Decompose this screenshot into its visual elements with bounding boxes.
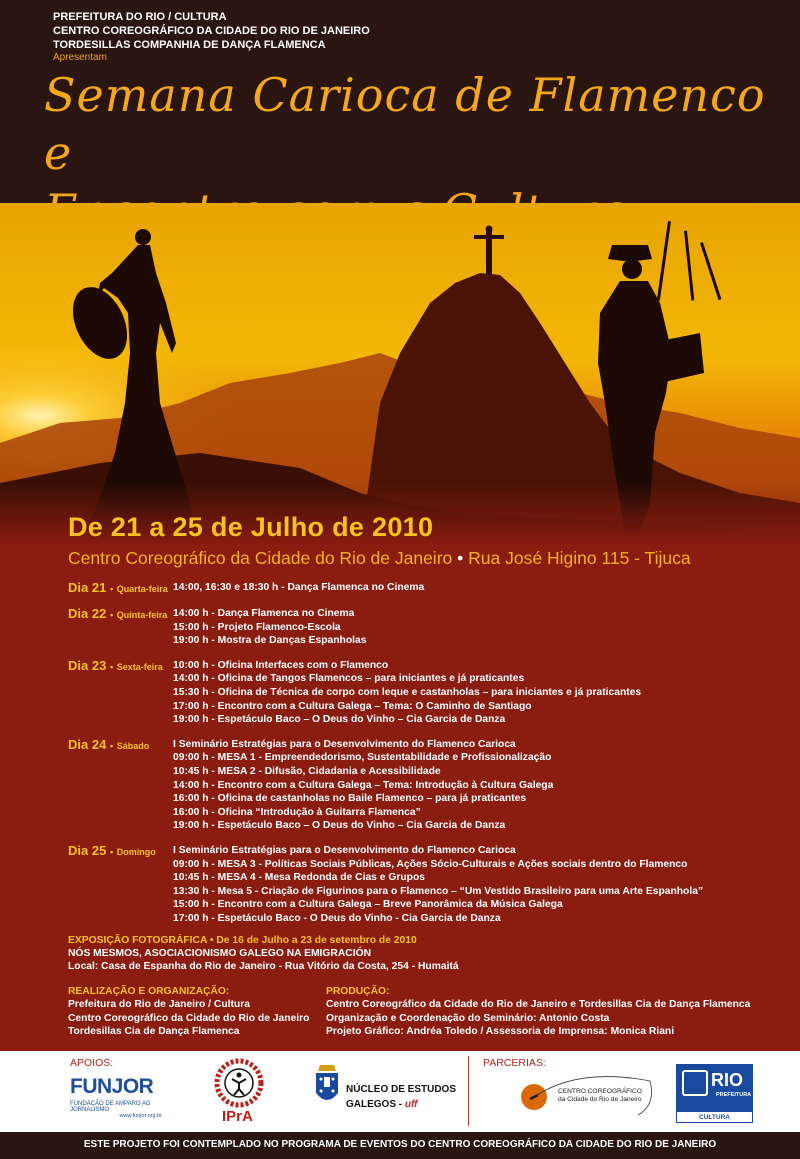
- ccrj-line1: CENTRO COREOGRÁFICO: [558, 1088, 642, 1095]
- weekday: Sexta-feira: [116, 661, 163, 672]
- rio-cultura: CULTURA: [676, 1111, 753, 1123]
- realization-line: Tordesillas Cia de Dança Flamenca: [68, 1025, 240, 1037]
- day-events: [173, 844, 703, 926]
- day-label: Dia 24 • Sábado: [68, 736, 150, 752]
- weekday: Sábado: [116, 740, 150, 751]
- ccrj-logo: [518, 1075, 658, 1119]
- presents-word: Apresentam: [53, 52, 107, 63]
- event-item: 17:00 h - Encontro com a Cultura Galega – Tema: O Caminho de Santiago: [173, 700, 532, 712]
- realization-column: [68, 985, 323, 1038]
- production-heading: PRODUÇÃO:: [326, 986, 390, 997]
- funjor-name: FUNJOR: [70, 1075, 154, 1098]
- day-label: Dia 21 • Quarta-feira: [68, 580, 168, 595]
- schedule-day: [68, 738, 788, 833]
- event-item: 15:30 h - Oficina de Técnica de corpo com leque e castanholas – para iniciantes e já praticantes: [173, 686, 642, 698]
- event-item: 19:00 h - Mostra de Danças Espanholas: [173, 635, 367, 647]
- event-item: 09:00 h - MESA 1 - Empreendedorismo, Sustentabilidade e Profissionalização: [173, 752, 552, 764]
- title-line-1: Semana Carioca de Flamenco e: [44, 68, 766, 180]
- event-item: 10:45 h - MESA 4 - Mesa Redonda de Cias e Grupos: [173, 872, 425, 884]
- day-number: Dia 24: [68, 736, 107, 752]
- event-item: 14:00 h - Oficina de Tangos Flamencos – para iniciantes e já praticantes: [173, 673, 525, 685]
- funjor-tagline: FUNDAÇÃO DE AMPARO AO JORNALISMO: [70, 1101, 151, 1113]
- event-item: 19:00 h - Espetáculo Baco – O Deus do Vinho – Cia Garcia de Danza: [173, 714, 506, 726]
- galegos-line2: GALEGOS - uff: [346, 1099, 418, 1110]
- ccrj-line2: da Cidade do Rio de Janeiro: [558, 1096, 642, 1103]
- production-line: Organização e Coordenação do Seminário: Antonio Costa: [326, 1012, 610, 1024]
- sponsors-bar: [0, 1051, 800, 1132]
- funjor-logo: [70, 1075, 162, 1119]
- poster-header: [0, 0, 800, 203]
- exhibition-block: [68, 934, 459, 973]
- realization-line: Centro Coreográfico da Cidade do Rio de Janeiro: [68, 1012, 310, 1024]
- event-item: 10:45 h - MESA 2 - Difusão, Cidadania e Acessibilidade: [173, 765, 441, 777]
- event-item: 16:00 h - Oficina de castanholas no Baile Flamenco – para já praticantes: [173, 793, 527, 805]
- rio-name: RIO: [711, 1070, 744, 1090]
- day-number: Dia 23: [68, 657, 107, 673]
- event-item: I Seminário Estratégias para o Desenvolvimento do Flamenco Carioca: [173, 738, 516, 750]
- realization-line: Prefeitura do Rio de Janeiro / Cultura: [68, 999, 250, 1011]
- event-venue: [68, 548, 691, 569]
- weekday: Quarta-feira: [116, 584, 168, 594]
- venue-name: Centro Coreográfico da Cidade do Rio de Janeiro: [68, 548, 453, 568]
- schedule-day: [68, 659, 788, 727]
- presenter-line: TORDESILLAS COMPANHIA DE DANÇA FLAMENCA: [53, 39, 326, 51]
- day-events: [173, 738, 553, 833]
- support-label: APOIOS:: [70, 1057, 114, 1069]
- day-number: Dia 22: [68, 606, 107, 621]
- venue-separator: •: [457, 548, 464, 568]
- exhibition-name: NÓS MESMOS, ASOCIACIONISMO GALEGO NA EMIGRACIÓN: [68, 948, 372, 959]
- venue-address: Rua José Higino 115 - Tijuca: [468, 548, 691, 568]
- presenter-line: CENTRO COREOGRÁFICO DA CIDADE DO RIO DE JANEIRO: [53, 25, 370, 37]
- galegos-logo: [312, 1061, 457, 1121]
- presenter-line: PREFEITURA DO RIO / CULTURA: [53, 11, 227, 23]
- production-line: Projeto Gráfico: Andréa Toledo / Assessoria de Imprensa: Monica Riani: [326, 1025, 675, 1037]
- production-line: Centro Coreográfico da Cidade do Rio de Janeiro e Tordesillas Cia de Dança Flamenca: [326, 999, 751, 1011]
- ipra-name: IPrA: [222, 1108, 253, 1125]
- funjor-url: www.funjor.org.br: [119, 1113, 162, 1119]
- event-item: 09:00 h - MESA 3 - Políticas Sociais Públicas, Ações Sócio-Culturais e Ações sociais dentro do Flamenco: [173, 858, 688, 870]
- presenters-block: [53, 10, 370, 64]
- rio-crest-icon: [682, 1070, 708, 1096]
- poster-footer: ESTE PROJETO FOI CONTEMPLADO NO PROGRAMA DE EVENTOS DO CENTRO COREOGRÁFICO DA CIDADE DO RIO DE JANEIRO: [0, 1132, 800, 1159]
- event-item: 16:00 h - Oficina “Introdução à Guitarra Flamenca”: [173, 806, 421, 818]
- event-item: 14:00, 16:30 e 18:30 h - Dança Flamenca no Cinema: [173, 582, 425, 593]
- rio-prefeitura: PREFEITURA: [716, 1092, 752, 1098]
- day-label: Dia 25 • Domingo: [68, 842, 156, 858]
- galegos-line1: NÚCLEO DE ESTUDOS: [346, 1084, 457, 1095]
- rio-prefeitura-logo: [676, 1064, 753, 1123]
- sunset-silhouette-image: [0, 203, 800, 546]
- event-item: 15:00 h - Projeto Flamenco-Escola: [173, 621, 341, 633]
- exhibition-location: Local: Casa de Espanha do Rio de Janeiro - Rua Vitório da Costa, 254 - Humaitá: [68, 961, 459, 972]
- day-number: Dia 21: [68, 580, 107, 595]
- schedule-day: [68, 581, 788, 596]
- sunset-photo: [0, 203, 800, 546]
- day-events: [173, 607, 366, 648]
- day-number: Dia 25: [68, 842, 107, 858]
- weekday: Domingo: [116, 846, 156, 857]
- production-column: [326, 985, 796, 1038]
- event-dates: De 21 a 25 de Julho de 2010: [68, 512, 434, 542]
- schedule-day: [68, 844, 788, 926]
- event-item: 10:00 h - Oficina Interfaces com o Flamenco: [173, 659, 389, 671]
- realization-heading: REALIZAÇÃO E ORGANIZAÇÃO:: [68, 986, 230, 997]
- sponsor-divider: [468, 1056, 469, 1126]
- schedule-day: [68, 607, 788, 648]
- day-label: Dia 23 • Sexta-feira: [68, 657, 163, 673]
- event-item: 13:30 h - Mesa 5 - Criação de Figurinos para o Flamenco – “Um Vestido Brasileiro para uma Arte Espanhola”: [173, 885, 704, 897]
- galicia-crest-icon: [312, 1061, 342, 1109]
- event-item: 14:00 h - Encontro com a Cultura Galega – Tema: Introdução à Cultura Galega: [173, 779, 554, 791]
- day-events: [173, 659, 641, 727]
- exhibition-heading: EXPOSIÇÃO FOTOGRÁFICA • De 16 de Julho a 23 de setembro de 2010: [68, 935, 417, 946]
- event-item: 19:00 h - Espetáculo Baco – O Deus do Vinho – Cia Garcia de Danza: [173, 820, 506, 832]
- event-item: 14:00 h - Dança Flamenca no Cinema: [173, 608, 355, 619]
- event-item: I Seminário Estratégias para o Desenvolvimento do Flamenco Carioca: [173, 844, 516, 856]
- weekday: Quinta-feira: [116, 610, 168, 620]
- event-item: 15:00 h - Encontro com a Cultura Galega – Breve Panorâmica da Música Galega: [173, 899, 563, 911]
- uff-mark: uff: [404, 1099, 418, 1110]
- event-item: 17:00 h - Espetáculo Baco - O Deus do Vinho - Cia Garcia de Danza: [173, 912, 501, 924]
- day-label: Dia 22 • Quinta-feira: [68, 606, 168, 621]
- partners-label: PARCERIAS:: [483, 1057, 546, 1069]
- schedule: [68, 581, 788, 936]
- exhibition-dates: De 16 de Julho a 23 de setembro de 2010: [216, 935, 417, 946]
- day-events: [173, 581, 424, 596]
